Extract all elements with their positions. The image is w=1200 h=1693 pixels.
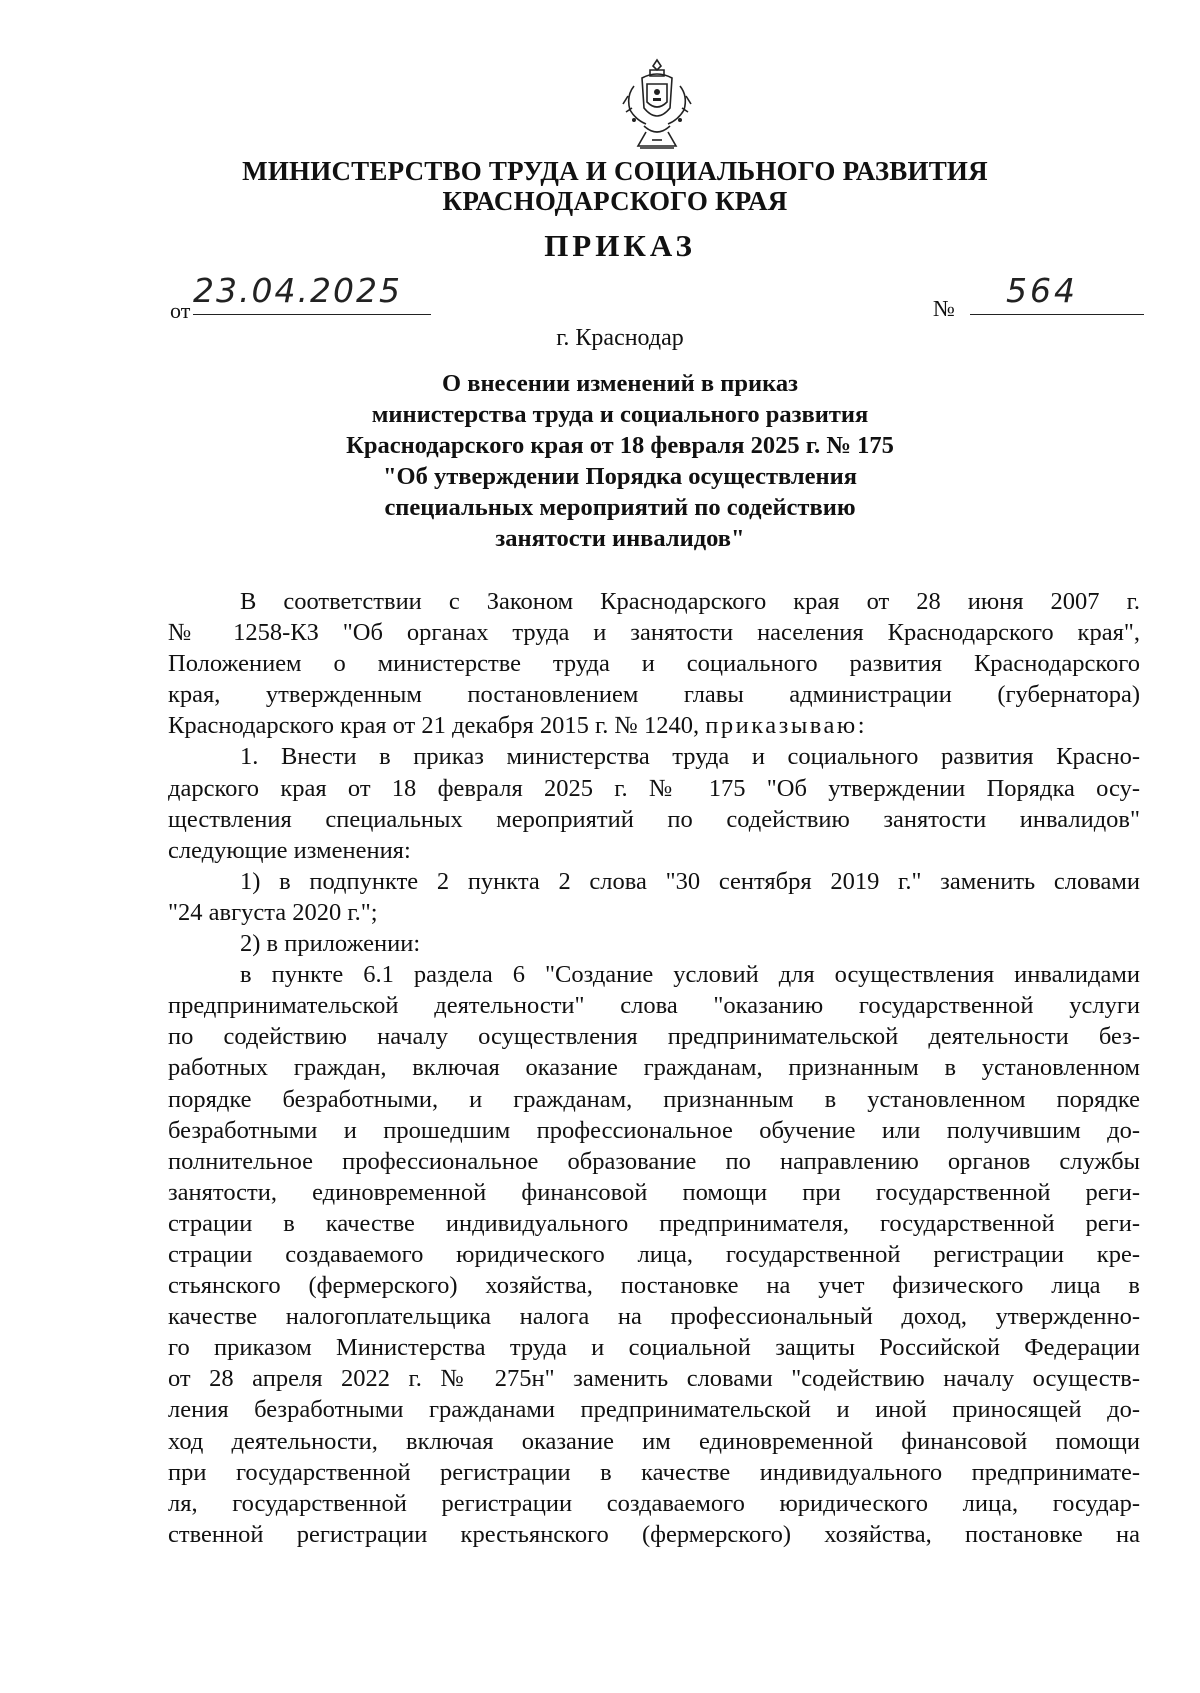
document-type-heading: ПРИКАЗ (544, 228, 696, 263)
body-line: полнительное профессиональное образование по направлению органов службы (168, 1147, 1140, 1175)
body-line: края, утвержденным постановлением главы администрации (губернатора) (168, 681, 1140, 709)
date-prefix: от (170, 298, 191, 323)
order-number-value: 564 (1006, 271, 1078, 310)
body-line: ход деятельности, включая оказание им единовременной финансовой помощи (168, 1427, 1140, 1455)
body-line: Краснодарского края от 21 декабря 2015 г. № 1240, приказываю: (168, 712, 865, 740)
body-line: 2) в приложении: (240, 930, 421, 958)
title-line: специальных мероприятий по содействию (384, 494, 856, 521)
title-line: О внесении изменений в приказ (442, 370, 798, 397)
title-line: занятости инвалидов" (495, 525, 745, 552)
body-line: страции в качестве индивидуального предпринимателя, государственной реги- (168, 1209, 1140, 1237)
order-title (260, 368, 980, 554)
body-line: при государственной регистрации в качестве индивидуального предпринимате- (168, 1458, 1140, 1486)
order-verb: приказываю (705, 712, 858, 740)
body-line: следующие изменения: (168, 836, 411, 864)
body-line: стьянского (фермерского) хозяйства, постановке на учет физического лица в (168, 1272, 1140, 1300)
body-line: от 28 апреля 2022 г. № 275н" заменить словами "содействию началу осуществ- (168, 1365, 1140, 1393)
body-line: го приказом Министерства труда и социальной защиты Российской Федерации (168, 1334, 1140, 1362)
body-line: предпринимательской деятельности" слова "оказанию государственной услуги (168, 992, 1140, 1020)
title-line: Краснодарского края от 18 февраля 2025 г. № 175 (346, 432, 894, 459)
body-line: ления безработными гражданами предпринимательской и иной приносящей до- (168, 1396, 1140, 1424)
body-line: ществления специальных мероприятий по содействию занятости инвалидов" (168, 805, 1140, 833)
body-line: работных граждан, включая оказание гражданам, признанным в установленном (168, 1054, 1140, 1082)
body-line: по содействию началу осуществления предпринимательской деятельности без- (168, 1023, 1140, 1051)
body-line: 1. Внести в приказ министерства труда и социального развития Красно- (240, 743, 1140, 771)
handwritten-order-number (970, 268, 1144, 315)
body-line: ля, государственной регистрации создаваемого юридического лица, государ- (168, 1489, 1140, 1517)
handwritten-date: 23.04.2025 (193, 268, 431, 315)
body-line: занятости, единовременной финансовой помощи при государственной реги- (168, 1178, 1140, 1206)
body-line: в пункте 6.1 раздела 6 "Создание условий для осуществления инвалидами (240, 961, 1140, 989)
body-line: дарского края от 18 февраля 2025 г. № 175 "Об утверждении Порядка осу- (168, 774, 1140, 802)
body-line: 1) в подпункте 2 пункта 2 слова "30 сентября 2019 г." заменить словами (240, 867, 1140, 895)
body-line: безработными и прошедшим профессиональное обучение или получившим до- (168, 1116, 1140, 1144)
ministry-name-line2: КРАСНОДАРСКОГО КРАЯ (442, 186, 788, 216)
coat-of-arms-emblem (620, 56, 694, 156)
body-line: порядке безработными, и гражданам, признанным в установленном порядке (168, 1085, 1140, 1113)
number-prefix: № (933, 296, 955, 321)
title-line: "Об утверждении Порядка осуществления (382, 463, 858, 490)
body-line: В соответствии с Законом Краснодарского края от 28 июня 2007 г. (240, 588, 1140, 615)
body-line: Положением о министерстве труда и социального развития Краснодарского (168, 650, 1140, 678)
body-line: ственной регистрации крестьянского (фермерского) хозяйства, постановке на (168, 1520, 1140, 1548)
ministry-name-line1: МИНИСТЕРСТВО ТРУДА И СОЦИАЛЬНОГО РАЗВИТИЯ (242, 156, 988, 186)
order-body-text (168, 586, 1140, 1550)
body-line: № 1258-КЗ "Об органах труда и занятости населения Краснодарского края", (168, 619, 1140, 647)
body-line: качестве налогоплательщика налога на профессиональный доход, утвержденно- (168, 1303, 1140, 1331)
body-line: страции создаваемого юридического лица, государственной регистрации кре- (168, 1240, 1140, 1268)
title-line: министерства труда и социального развития (371, 401, 869, 428)
city-name: г. Краснодар (556, 325, 684, 351)
body-line: "24 августа 2020 г."; (168, 898, 378, 926)
body-line-text: Краснодарского края от 21 декабря 2015 г. № 1240, (168, 712, 700, 740)
